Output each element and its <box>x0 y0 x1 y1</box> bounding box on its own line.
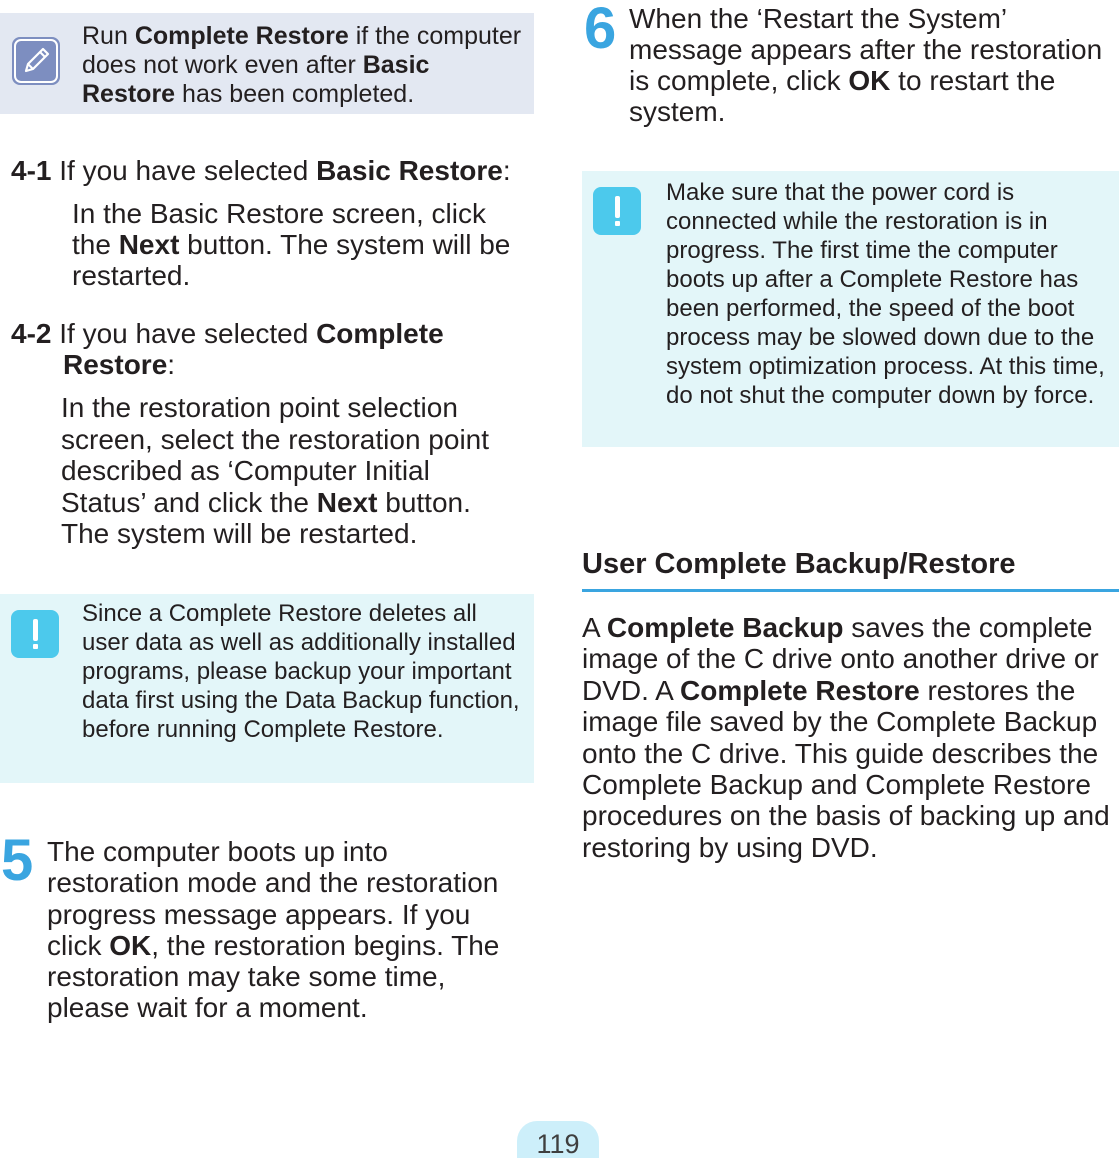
info-note <box>0 13 534 114</box>
pencil-note-icon <box>12 37 60 85</box>
step-4-1-heading: 4-1 If you have selected Basic Restore: <box>11 155 511 186</box>
step-6-number: 6 <box>584 0 617 61</box>
exclamation-icon <box>11 610 59 658</box>
page-number: 119 <box>517 1121 599 1158</box>
section-divider <box>582 589 1119 592</box>
step-4-2-body: In the restoration point selection screen, select the restoration point described as ‘Computer Initial Status’ and click the Next button. The system will be restarted. <box>61 392 490 549</box>
info-note-text: Run Complete Restore if the computer does not work even after Basic Restore has been completed. <box>82 22 522 108</box>
step-6-text: When the ‘Restart the System’ message appears after the restoration is complete, click OK to restart the system. <box>629 3 1103 127</box>
section-title: User Complete Backup/Restore <box>582 548 1016 580</box>
step-4-2-heading-cont: Restore: <box>63 349 176 380</box>
section-paragraph: A Complete Backup saves the complete image of the C drive onto another drive or DVD. A Complete Restore restores the image file saved by the Complete Backup onto the C drive. This guide describes the Complete Backup and Complete Restore procedures on the basis of backing up and restoring by using DVD. <box>582 612 1110 863</box>
warning-note-power <box>582 171 1119 447</box>
step-4-2-heading: 4-2 If you have selected Complete <box>11 318 444 349</box>
exclamation-icon <box>593 187 641 235</box>
step-5-text: The computer boots up into restoration mode and the restoration progress message appears. If you click OK, the restoration begins. The restoration may take some time, please wait for a moment. <box>47 836 500 1024</box>
warning-note-text: Since a Complete Restore deletes all user data as well as additionally installed programs, please backup your important data first using the Data Backup function, before running Complete Restore. <box>82 600 520 743</box>
step-4-1-body: In the Basic Restore screen, click the Next button. The system will be restarted. <box>72 198 511 291</box>
warning-note-data-loss <box>0 594 534 783</box>
warning-note-text: Make sure that the power cord is connected while the restoration is in progress. The first time the computer boots up after a Complete Restore has been performed, the speed of the boot process may be slowed down due to the system optimization process. At this time, do not shut the computer down by force. <box>666 179 1105 409</box>
step-5-number: 5 <box>1 828 34 893</box>
